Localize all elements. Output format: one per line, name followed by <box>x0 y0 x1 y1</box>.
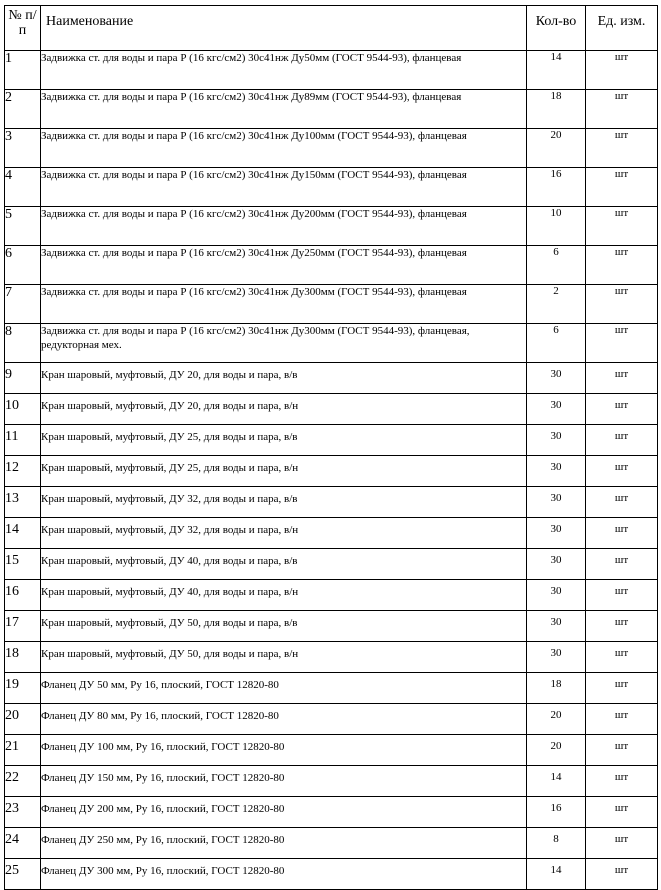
row-name: Фланец ДУ 300 мм, Ру 16, плоский, ГОСТ 12820-80 <box>41 859 527 890</box>
row-num: 6 <box>5 246 41 285</box>
row-qty: 8 <box>527 828 586 859</box>
row-qty: 18 <box>527 90 586 129</box>
header-unit: Ед. изм. <box>586 6 658 51</box>
row-num: 7 <box>5 285 41 324</box>
table-row <box>5 580 658 611</box>
table-row <box>5 611 658 642</box>
row-unit: шт <box>586 324 658 363</box>
row-name: Задвижка ст. для воды и пара Р (16 кгс/см2) 30с41нж Ду300мм (ГОСТ 9544-93), фланцевая <box>41 285 527 324</box>
row-qty: 30 <box>527 518 586 549</box>
row-name: Задвижка ст. для воды и пара Р (16 кгс/см2) 30с41нж Ду300мм (ГОСТ 9544-93), фланцевая, редукторная мех. <box>41 324 527 363</box>
row-qty: 16 <box>527 797 586 828</box>
row-name: Задвижка ст. для воды и пара Р (16 кгс/см2) 30с41нж Ду150мм (ГОСТ 9544-93), фланцевая <box>41 168 527 207</box>
row-qty: 30 <box>527 611 586 642</box>
row-unit: шт <box>586 487 658 518</box>
row-qty: 30 <box>527 425 586 456</box>
row-num: 14 <box>5 518 41 549</box>
header-num: № п/п <box>5 6 41 51</box>
row-num: 18 <box>5 642 41 673</box>
row-num: 13 <box>5 487 41 518</box>
row-unit: шт <box>586 766 658 797</box>
table-row <box>5 518 658 549</box>
row-qty: 30 <box>527 363 586 394</box>
row-unit: шт <box>586 363 658 394</box>
row-name: Фланец ДУ 100 мм, Ру 16, плоский, ГОСТ 12820-80 <box>41 735 527 766</box>
row-unit: шт <box>586 828 658 859</box>
row-num: 11 <box>5 425 41 456</box>
row-unit: шт <box>586 207 658 246</box>
row-qty: 14 <box>527 859 586 890</box>
table-row <box>5 324 658 363</box>
row-unit: шт <box>586 549 658 580</box>
row-qty: 10 <box>527 207 586 246</box>
row-qty: 30 <box>527 487 586 518</box>
row-qty: 20 <box>527 129 586 168</box>
row-name: Фланец ДУ 250 мм, Ру 16, плоский, ГОСТ 12820-80 <box>41 828 527 859</box>
row-num: 22 <box>5 766 41 797</box>
row-unit: шт <box>586 518 658 549</box>
row-num: 8 <box>5 324 41 363</box>
row-num: 25 <box>5 859 41 890</box>
row-name: Кран шаровый, муфтовый, ДУ 32, для воды и пара, в/в <box>41 487 527 518</box>
table-row <box>5 425 658 456</box>
table-row <box>5 90 658 129</box>
row-qty: 20 <box>527 735 586 766</box>
table-row <box>5 285 658 324</box>
header-name: Наименование <box>41 6 527 51</box>
table-row <box>5 363 658 394</box>
row-unit: шт <box>586 51 658 90</box>
row-name: Задвижка ст. для воды и пара Р (16 кгс/см2) 30с41нж Ду89мм (ГОСТ 9544-93), фланцевая <box>41 90 527 129</box>
row-unit: шт <box>586 797 658 828</box>
row-unit: шт <box>586 673 658 704</box>
table-row <box>5 394 658 425</box>
specification-table <box>4 5 658 890</box>
row-qty: 6 <box>527 246 586 285</box>
row-num: 12 <box>5 456 41 487</box>
row-unit: шт <box>586 394 658 425</box>
row-num: 10 <box>5 394 41 425</box>
row-unit: шт <box>586 642 658 673</box>
row-qty: 2 <box>527 285 586 324</box>
row-name: Кран шаровый, муфтовый, ДУ 25, для воды и пара, в/н <box>41 456 527 487</box>
row-name: Кран шаровый, муфтовый, ДУ 20, для воды и пара, в/н <box>41 394 527 425</box>
row-qty: 18 <box>527 673 586 704</box>
row-name: Фланец ДУ 150 мм, Ру 16, плоский, ГОСТ 12820-80 <box>41 766 527 797</box>
row-name: Задвижка ст. для воды и пара Р (16 кгс/см2) 30с41нж Ду50мм (ГОСТ 9544-93), фланцевая <box>41 51 527 90</box>
row-num: 19 <box>5 673 41 704</box>
row-unit: шт <box>586 611 658 642</box>
row-unit: шт <box>586 456 658 487</box>
row-qty: 30 <box>527 580 586 611</box>
row-unit: шт <box>586 859 658 890</box>
table-row <box>5 129 658 168</box>
row-name: Кран шаровый, муфтовый, ДУ 50, для воды и пара, в/в <box>41 611 527 642</box>
row-name: Кран шаровый, муфтовый, ДУ 40, для воды и пара, в/в <box>41 549 527 580</box>
row-name: Кран шаровый, муфтовый, ДУ 32, для воды и пара, в/н <box>41 518 527 549</box>
header-qty: Кол-во <box>527 6 586 51</box>
row-qty: 14 <box>527 51 586 90</box>
row-num: 3 <box>5 129 41 168</box>
row-qty: 14 <box>527 766 586 797</box>
row-num: 15 <box>5 549 41 580</box>
row-unit: шт <box>586 90 658 129</box>
table-row <box>5 51 658 90</box>
table-row <box>5 246 658 285</box>
table-row <box>5 859 658 890</box>
table-row <box>5 207 658 246</box>
row-qty: 16 <box>527 168 586 207</box>
table-row <box>5 642 658 673</box>
row-name: Кран шаровый, муфтовый, ДУ 25, для воды и пара, в/в <box>41 425 527 456</box>
table-row <box>5 766 658 797</box>
table-row <box>5 797 658 828</box>
table-row <box>5 487 658 518</box>
row-unit: шт <box>586 129 658 168</box>
row-num: 23 <box>5 797 41 828</box>
row-qty: 20 <box>527 704 586 735</box>
table-row <box>5 828 658 859</box>
row-name: Задвижка ст. для воды и пара Р (16 кгс/см2) 30с41нж Ду250мм (ГОСТ 9544-93), фланцевая <box>41 246 527 285</box>
row-unit: шт <box>586 735 658 766</box>
row-unit: шт <box>586 704 658 735</box>
table-row <box>5 456 658 487</box>
row-num: 16 <box>5 580 41 611</box>
row-unit: шт <box>586 285 658 324</box>
row-qty: 30 <box>527 394 586 425</box>
row-name: Кран шаровый, муфтовый, ДУ 50, для воды и пара, в/н <box>41 642 527 673</box>
table-row <box>5 168 658 207</box>
table-row <box>5 735 658 766</box>
row-unit: шт <box>586 168 658 207</box>
row-name: Фланец ДУ 80 мм, Ру 16, плоский, ГОСТ 12820-80 <box>41 704 527 735</box>
row-num: 1 <box>5 51 41 90</box>
header-row <box>5 6 658 51</box>
row-num: 2 <box>5 90 41 129</box>
row-unit: шт <box>586 246 658 285</box>
row-unit: шт <box>586 580 658 611</box>
row-num: 20 <box>5 704 41 735</box>
table-row <box>5 549 658 580</box>
row-name: Задвижка ст. для воды и пара Р (16 кгс/см2) 30с41нж Ду200мм (ГОСТ 9544-93), фланцевая <box>41 207 527 246</box>
row-num: 4 <box>5 168 41 207</box>
row-num: 21 <box>5 735 41 766</box>
row-num: 17 <box>5 611 41 642</box>
row-qty: 30 <box>527 456 586 487</box>
row-name: Кран шаровый, муфтовый, ДУ 40, для воды и пара, в/н <box>41 580 527 611</box>
row-qty: 30 <box>527 549 586 580</box>
row-name: Фланец ДУ 50 мм, Ру 16, плоский, ГОСТ 12820-80 <box>41 673 527 704</box>
row-name: Кран шаровый, муфтовый, ДУ 20, для воды и пара, в/в <box>41 363 527 394</box>
row-name: Фланец ДУ 200 мм, Ру 16, плоский, ГОСТ 12820-80 <box>41 797 527 828</box>
row-unit: шт <box>586 425 658 456</box>
row-name: Задвижка ст. для воды и пара Р (16 кгс/см2) 30с41нж Ду100мм (ГОСТ 9544-93), фланцевая <box>41 129 527 168</box>
row-num: 24 <box>5 828 41 859</box>
table-row <box>5 673 658 704</box>
row-qty: 6 <box>527 324 586 363</box>
table-row <box>5 704 658 735</box>
row-qty: 30 <box>527 642 586 673</box>
row-num: 5 <box>5 207 41 246</box>
row-num: 9 <box>5 363 41 394</box>
